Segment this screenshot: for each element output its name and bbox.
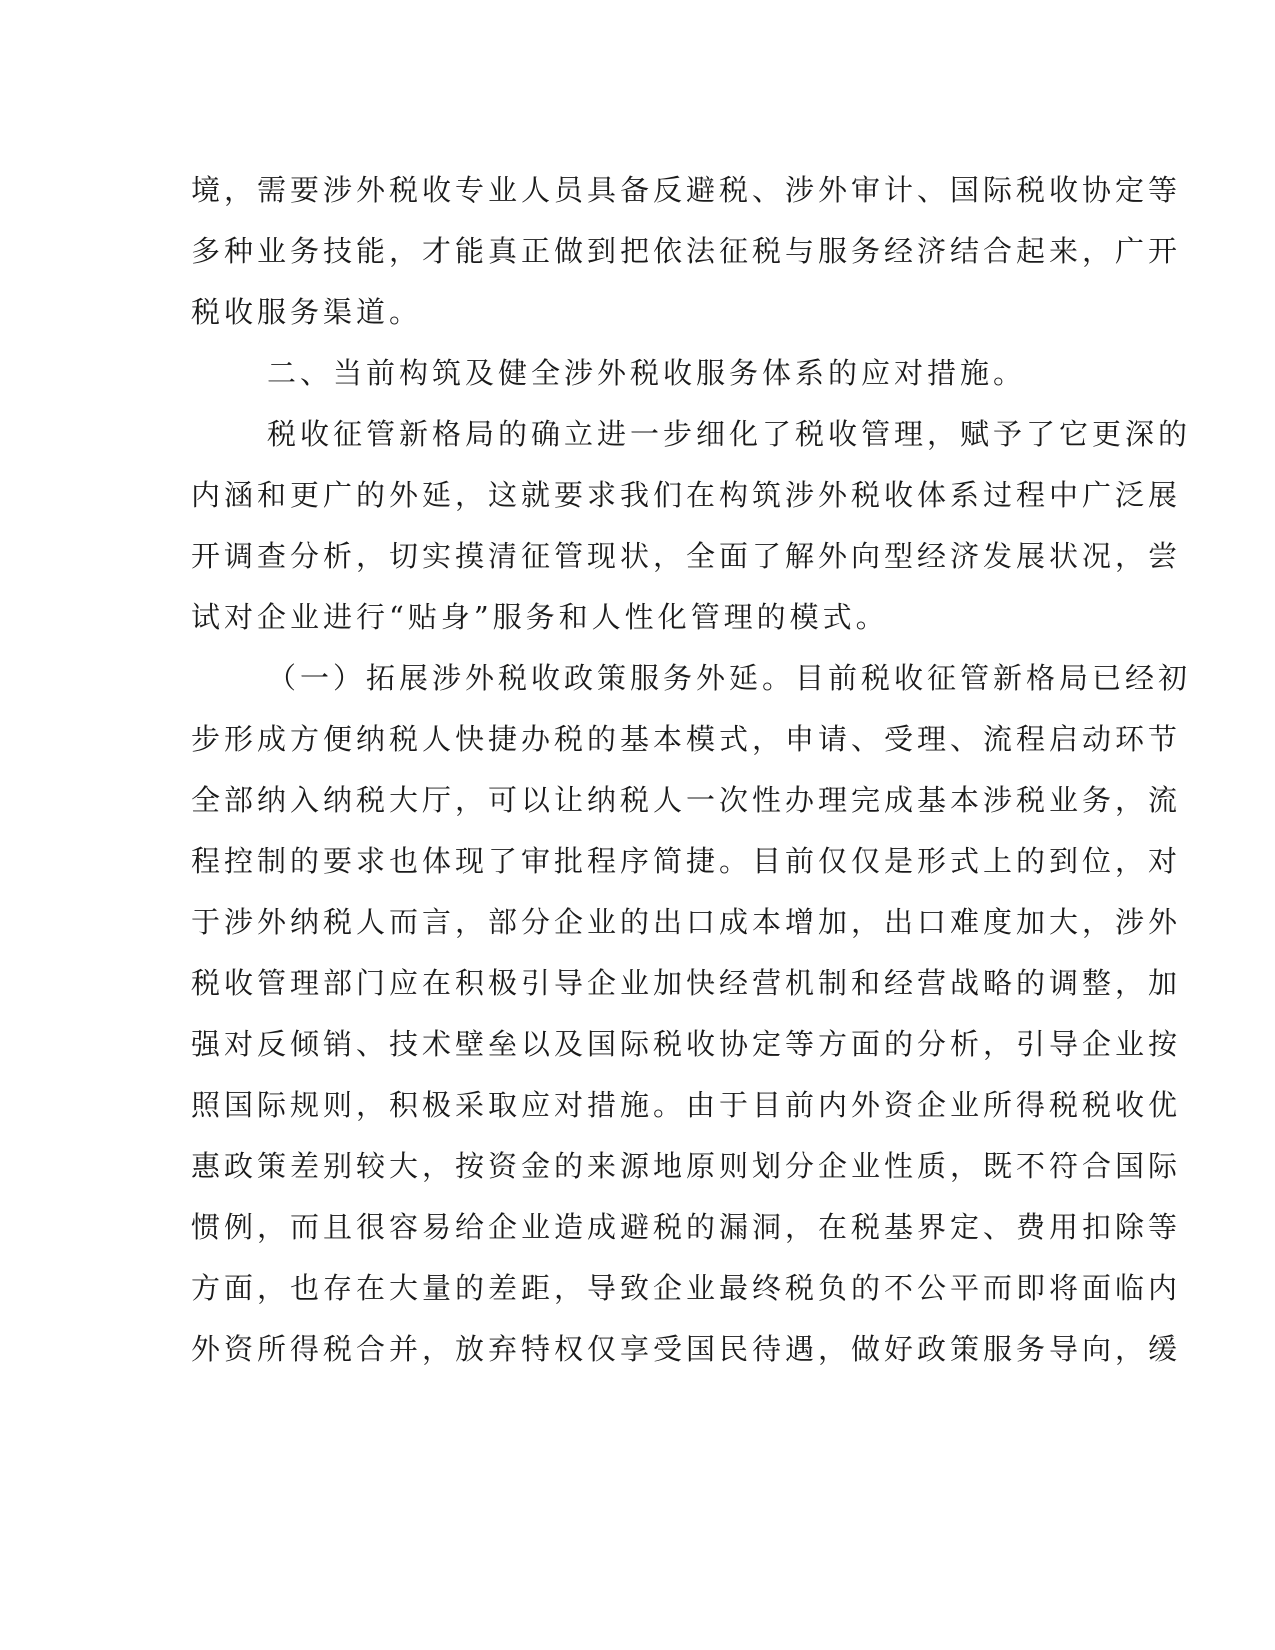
text-line: 强对反倾销、技术壁垒以及国际税收协定等方面的分析，引导企业按 (191, 1027, 1182, 1061)
text-line: 税收服务渠道。 (191, 295, 423, 329)
text-line: 开调查分析，切实摸清征管现状，全面了解外向型经济发展状况，尝 (191, 539, 1182, 573)
text-line: 境，需要涉外税收专业人员具备反避税、涉外审计、国际税收协定等 (191, 173, 1182, 207)
text-line: 惠政策差别较大，按资金的来源地原则划分企业性质，既不符合国际 (191, 1149, 1182, 1183)
text-line: 内涵和更广的外延，这就要求我们在构筑涉外税收体系过程中广泛展 (191, 478, 1182, 512)
text-line: 全部纳入纳税大厅，可以让纳税人一次性办理完成基本涉税业务，流 (191, 783, 1182, 817)
subsection-start-line: （一）拓展涉外税收政策服务外延。目前税收征管新格局已经初 (267, 661, 1192, 695)
paragraph-start-line: 税收征管新格局的确立进一步细化了税收管理，赋予了它更深的 (267, 417, 1192, 451)
text-line: 于涉外纳税人而言，部分企业的出口成本增加，出口难度加大，涉外 (191, 905, 1182, 939)
text-line: 多种业务技能，才能真正做到把依法征税与服务经济结合起来，广开 (191, 234, 1182, 268)
text-line: 税收管理部门应在积极引导企业加快经营机制和经营战略的调整，加 (191, 966, 1182, 1000)
document-body (191, 160, 1192, 1380)
text-line: 照国际规则，积极采取应对措施。由于目前内外资企业所得税税收优 (191, 1088, 1182, 1122)
text-line: 试对企业进行“贴身”服务和人性化管理的模式。 (191, 600, 889, 634)
text-line: 惯例，而且很容易给企业造成避税的漏洞，在税基界定、费用扣除等 (191, 1210, 1182, 1244)
text-line: 外资所得税合并，放弃特权仅享受国民待遇，做好政策服务导向，缓 (191, 1332, 1182, 1366)
section-heading: 二、当前构筑及健全涉外税收服务体系的应对措施。 (267, 356, 1027, 390)
text-line: 方面，也存在大量的差距，导致企业最终税负的不公平而即将面临内 (191, 1271, 1182, 1305)
text-line: 步形成方便纳税人快捷办税的基本模式，申请、受理、流程启动环节 (191, 722, 1182, 756)
text-line: 程控制的要求也体现了审批程序简捷。目前仅仅是形式上的到位，对 (191, 844, 1182, 878)
